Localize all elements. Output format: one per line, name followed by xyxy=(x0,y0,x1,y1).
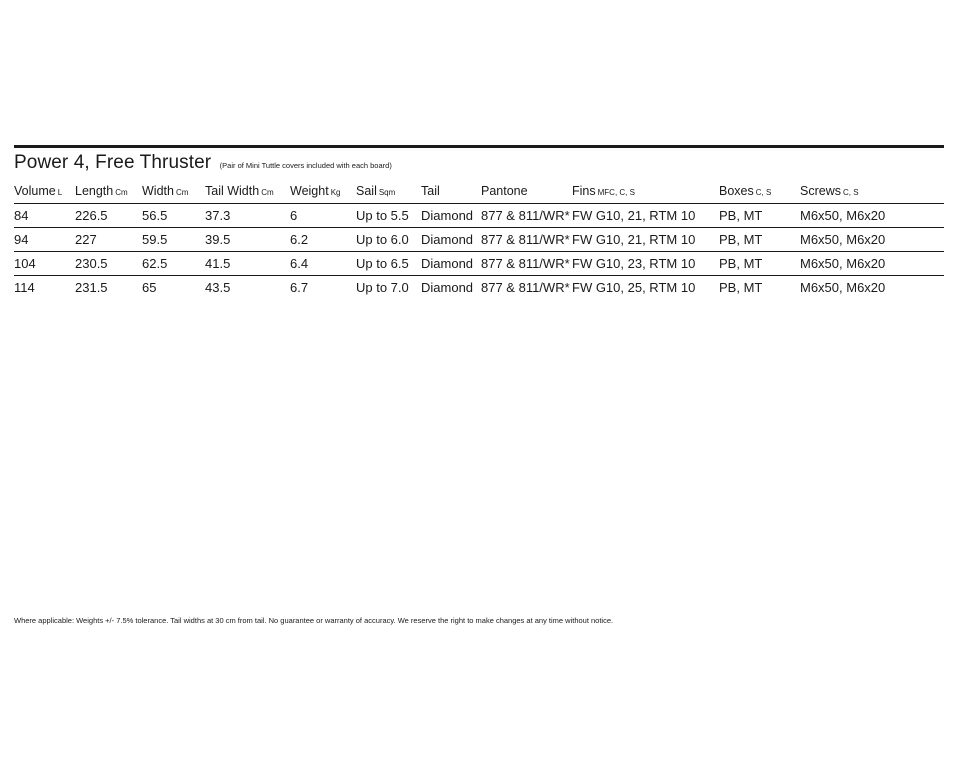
cell-tail-width: 37.3 xyxy=(205,204,290,228)
specs-table xyxy=(14,178,944,299)
cell-tail-width: 39.5 xyxy=(205,228,290,252)
col-header-tail: Tail xyxy=(421,183,440,198)
col-header-boxes: Boxes C, S xyxy=(719,183,772,198)
cell-volume: 84 xyxy=(14,204,75,228)
cell-volume: 114 xyxy=(14,276,75,300)
cell-length: 231.5 xyxy=(75,276,142,300)
col-header-pantone: Pantone xyxy=(481,183,528,198)
cell-width: 62.5 xyxy=(142,252,205,276)
cell-tail: Diamond xyxy=(421,204,481,228)
cell-weight: 6 xyxy=(290,204,356,228)
cell-weight: 6.7 xyxy=(290,276,356,300)
col-header-screws: Screws C, S xyxy=(800,183,859,198)
cell-fins: FW G10, 21, RTM 10 xyxy=(572,228,719,252)
cell-sail: Up to 7.0 xyxy=(356,276,421,300)
title-row xyxy=(14,152,392,174)
cell-boxes: PB, MT xyxy=(719,252,800,276)
top-rule xyxy=(14,145,944,148)
cell-screws: M6x50, M6x20 xyxy=(800,276,944,300)
cell-length: 227 xyxy=(75,228,142,252)
cell-tail: Diamond xyxy=(421,276,481,300)
cell-pantone: 877 & 811/WR* xyxy=(481,204,572,228)
disclaimer-note: Where applicable: Weights +/- 7.5% tolerance. Tail widths at 30 cm from tail. No guarantee or warranty of accuracy. We reserve the right to make changes at any time without notice. xyxy=(14,616,614,625)
cell-fins: FW G10, 23, RTM 10 xyxy=(572,252,719,276)
table-row xyxy=(14,204,944,228)
col-header-tail-width: Tail Width Cm xyxy=(205,183,274,198)
cell-sail: Up to 6.5 xyxy=(356,252,421,276)
cell-pantone: 877 & 811/WR* xyxy=(481,228,572,252)
cell-volume: 104 xyxy=(14,252,75,276)
cell-tail-width: 43.5 xyxy=(205,276,290,300)
table-row xyxy=(14,228,944,252)
cell-boxes: PB, MT xyxy=(719,228,800,252)
cell-width: 56.5 xyxy=(142,204,205,228)
col-header-volume: Volume L xyxy=(14,183,63,198)
page-title: Power 4, Free Thruster xyxy=(14,152,212,173)
cell-sail: Up to 6.0 xyxy=(356,228,421,252)
cell-weight: 6.2 xyxy=(290,228,356,252)
cell-pantone: 877 & 811/WR* xyxy=(481,252,572,276)
table-header-row xyxy=(14,178,944,204)
cell-boxes: PB, MT xyxy=(719,276,800,300)
cell-width: 65 xyxy=(142,276,205,300)
cell-tail-width: 41.5 xyxy=(205,252,290,276)
cell-volume: 94 xyxy=(14,228,75,252)
col-header-weight: Weight Kg xyxy=(290,183,341,198)
cell-length: 226.5 xyxy=(75,204,142,228)
cell-length: 230.5 xyxy=(75,252,142,276)
col-header-fins: Fins MFC, C, S xyxy=(572,183,635,198)
cell-weight: 6.4 xyxy=(290,252,356,276)
cell-pantone: 877 & 811/WR* xyxy=(481,276,572,300)
cell-tail: Diamond xyxy=(421,228,481,252)
cell-screws: M6x50, M6x20 xyxy=(800,228,944,252)
table-row xyxy=(14,252,944,276)
cell-sail: Up to 5.5 xyxy=(356,204,421,228)
cell-width: 59.5 xyxy=(142,228,205,252)
table-row xyxy=(14,276,944,300)
cell-fins: FW G10, 25, RTM 10 xyxy=(572,276,719,300)
cell-tail: Diamond xyxy=(421,252,481,276)
cell-screws: M6x50, M6x20 xyxy=(800,252,944,276)
col-header-sail: Sail Sqm xyxy=(356,183,396,198)
cell-fins: FW G10, 21, RTM 10 xyxy=(572,204,719,228)
col-header-width: Width Cm xyxy=(142,183,189,198)
cell-boxes: PB, MT xyxy=(719,204,800,228)
col-header-length: Length Cm xyxy=(75,183,128,198)
cell-screws: M6x50, M6x20 xyxy=(800,204,944,228)
title-note: (Pair of Mini Tuttle covers included with each board) xyxy=(219,161,392,170)
